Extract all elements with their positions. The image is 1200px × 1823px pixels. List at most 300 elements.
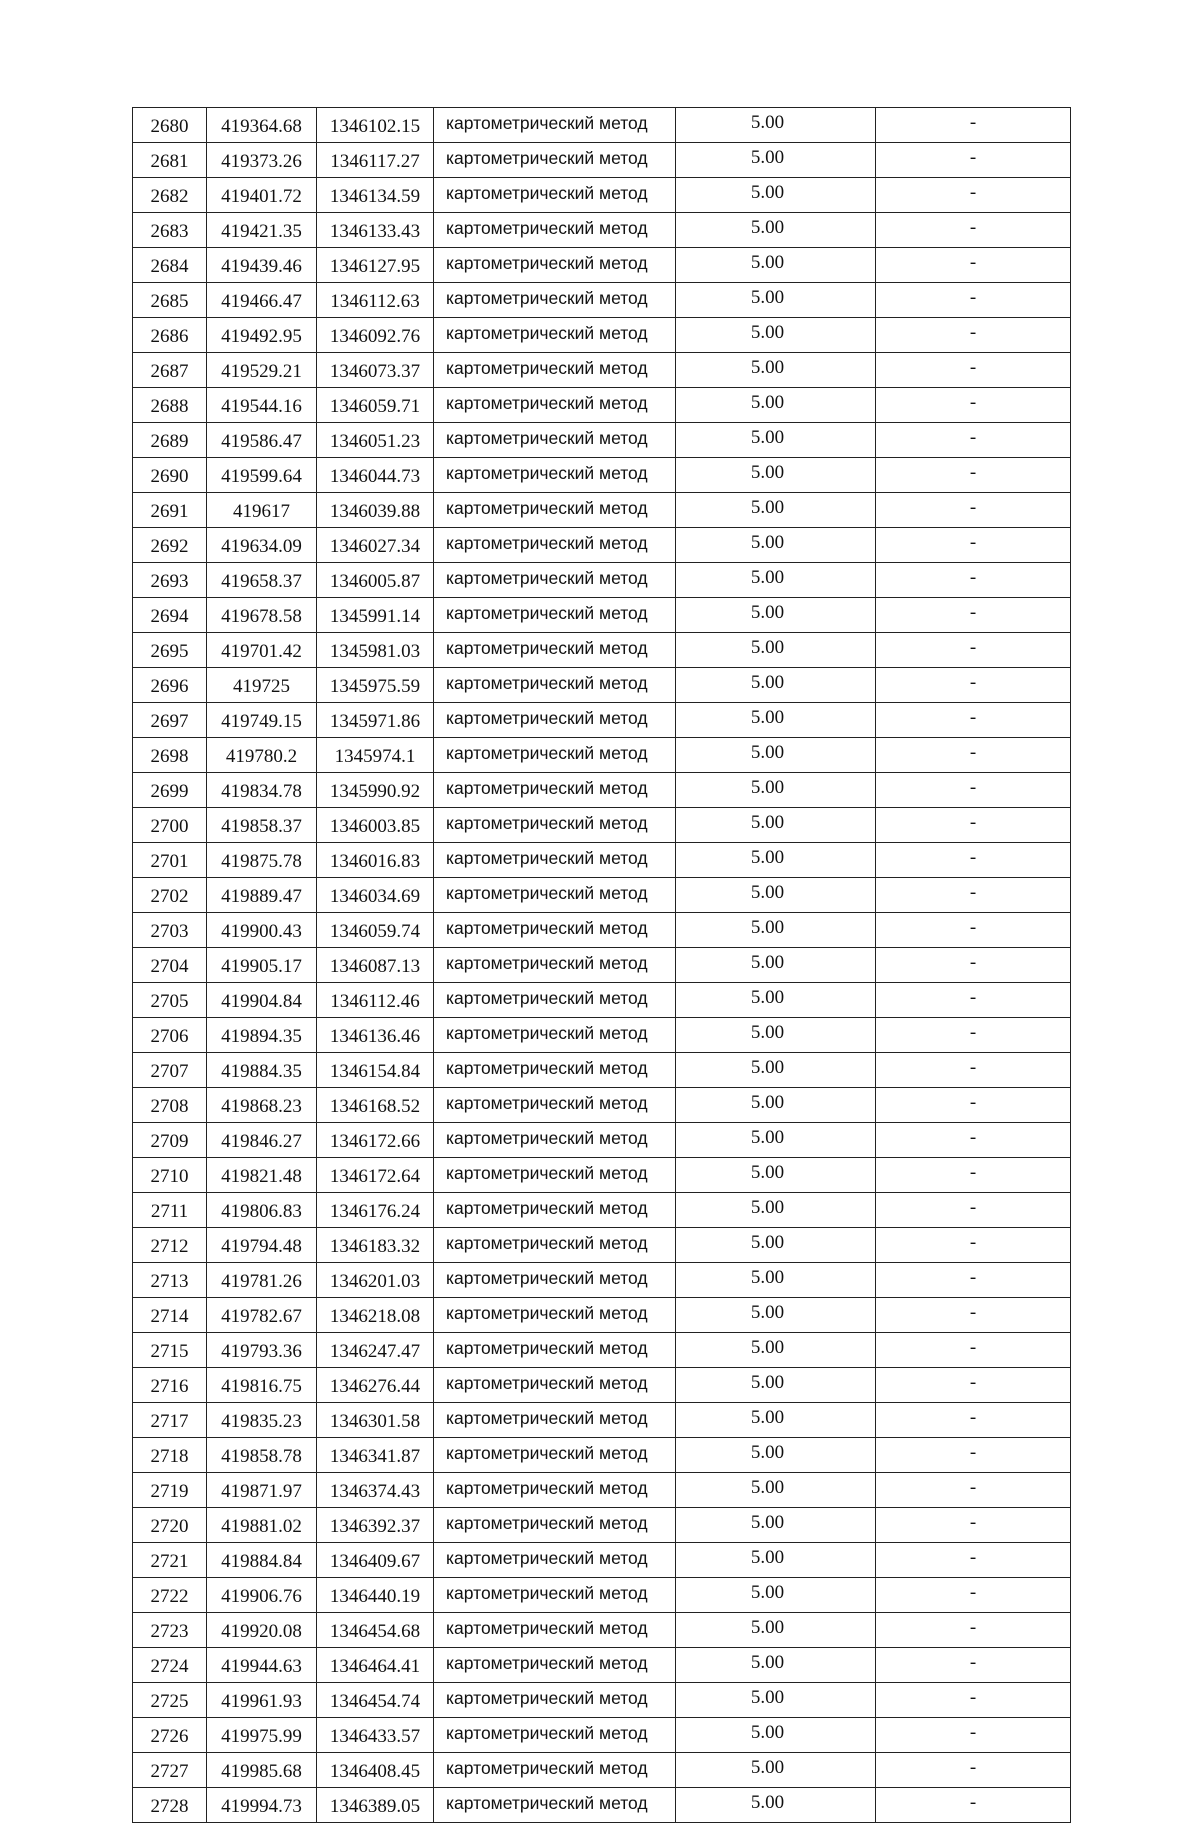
y-coordinate-cell: 1345971.86: [317, 703, 434, 738]
table-row: [133, 948, 1071, 983]
accuracy-cell: 5.00: [676, 1263, 876, 1298]
note-cell: -: [876, 318, 1071, 353]
accuracy-cell: 5.00: [676, 318, 876, 353]
x-coordinate-cell: 419944.63: [207, 1648, 317, 1683]
method-cell: картометрический метод: [434, 248, 676, 283]
table-row: [133, 1753, 1071, 1788]
point-number-cell: 2711: [133, 1193, 207, 1228]
point-number-cell: 2707: [133, 1053, 207, 1088]
note-cell: -: [876, 1123, 1071, 1158]
table-row: [133, 213, 1071, 248]
x-coordinate-cell: 419782.67: [207, 1298, 317, 1333]
note-cell: -: [876, 1753, 1071, 1788]
method-cell: картометрический метод: [434, 1228, 676, 1263]
note-cell: -: [876, 248, 1071, 283]
table-row: [133, 843, 1071, 878]
method-cell: картометрический метод: [434, 773, 676, 808]
point-number-cell: 2727: [133, 1753, 207, 1788]
x-coordinate-cell: 419904.84: [207, 983, 317, 1018]
accuracy-cell: 5.00: [676, 1158, 876, 1193]
method-cell: картометрический метод: [434, 528, 676, 563]
x-coordinate-cell: 419821.48: [207, 1158, 317, 1193]
y-coordinate-cell: 1346408.45: [317, 1753, 434, 1788]
table-row: [133, 598, 1071, 633]
point-number-cell: 2688: [133, 388, 207, 423]
x-coordinate-cell: 419634.09: [207, 528, 317, 563]
method-cell: картометрический метод: [434, 178, 676, 213]
accuracy-cell: 5.00: [676, 1753, 876, 1788]
method-cell: картометрический метод: [434, 143, 676, 178]
x-coordinate-cell: 419871.97: [207, 1473, 317, 1508]
y-coordinate-cell: 1346183.32: [317, 1228, 434, 1263]
point-number-cell: 2696: [133, 668, 207, 703]
accuracy-cell: 5.00: [676, 248, 876, 283]
y-coordinate-cell: 1345975.59: [317, 668, 434, 703]
y-coordinate-cell: 1346102.15: [317, 108, 434, 143]
y-coordinate-cell: 1346016.83: [317, 843, 434, 878]
method-cell: картометрический метод: [434, 493, 676, 528]
table-row: [133, 1158, 1071, 1193]
point-number-cell: 2718: [133, 1438, 207, 1473]
table-row: [133, 1613, 1071, 1648]
x-coordinate-cell: 419985.68: [207, 1753, 317, 1788]
table-row: [133, 633, 1071, 668]
method-cell: картометрический метод: [434, 1158, 676, 1193]
accuracy-cell: 5.00: [676, 458, 876, 493]
point-number-cell: 2680: [133, 108, 207, 143]
accuracy-cell: 5.00: [676, 1613, 876, 1648]
point-number-cell: 2725: [133, 1683, 207, 1718]
y-coordinate-cell: 1345990.92: [317, 773, 434, 808]
y-coordinate-cell: 1346005.87: [317, 563, 434, 598]
x-coordinate-cell: 419884.84: [207, 1543, 317, 1578]
method-cell: картометрический метод: [434, 1753, 676, 1788]
table-row: [133, 318, 1071, 353]
note-cell: -: [876, 1578, 1071, 1613]
accuracy-cell: 5.00: [676, 388, 876, 423]
point-number-cell: 2719: [133, 1473, 207, 1508]
y-coordinate-cell: 1346136.46: [317, 1018, 434, 1053]
point-number-cell: 2686: [133, 318, 207, 353]
note-cell: -: [876, 983, 1071, 1018]
y-coordinate-cell: 1346133.43: [317, 213, 434, 248]
note-cell: -: [876, 178, 1071, 213]
accuracy-cell: 5.00: [676, 1123, 876, 1158]
method-cell: картометрический метод: [434, 1508, 676, 1543]
accuracy-cell: 5.00: [676, 1788, 876, 1823]
y-coordinate-cell: 1346374.43: [317, 1473, 434, 1508]
method-cell: картометрический метод: [434, 668, 676, 703]
point-number-cell: 2689: [133, 423, 207, 458]
table-row: [133, 1228, 1071, 1263]
table-row: [133, 668, 1071, 703]
point-number-cell: 2698: [133, 738, 207, 773]
x-coordinate-cell: 419780.2: [207, 738, 317, 773]
x-coordinate-cell: 419846.27: [207, 1123, 317, 1158]
note-cell: -: [876, 843, 1071, 878]
accuracy-cell: 5.00: [676, 843, 876, 878]
method-cell: картометрический метод: [434, 738, 676, 773]
accuracy-cell: 5.00: [676, 283, 876, 318]
method-cell: картометрический метод: [434, 1088, 676, 1123]
x-coordinate-cell: 419868.23: [207, 1088, 317, 1123]
note-cell: -: [876, 773, 1071, 808]
x-coordinate-cell: 419961.93: [207, 1683, 317, 1718]
y-coordinate-cell: 1346034.69: [317, 878, 434, 913]
y-coordinate-cell: 1346039.88: [317, 493, 434, 528]
y-coordinate-cell: 1346073.37: [317, 353, 434, 388]
method-cell: картометрический метод: [434, 703, 676, 738]
note-cell: -: [876, 913, 1071, 948]
note-cell: -: [876, 108, 1071, 143]
point-number-cell: 2691: [133, 493, 207, 528]
y-coordinate-cell: 1346392.37: [317, 1508, 434, 1543]
method-cell: картометрический метод: [434, 1053, 676, 1088]
point-number-cell: 2713: [133, 1263, 207, 1298]
x-coordinate-cell: 419794.48: [207, 1228, 317, 1263]
point-number-cell: 2726: [133, 1718, 207, 1753]
accuracy-cell: 5.00: [676, 913, 876, 948]
note-cell: -: [876, 1333, 1071, 1368]
note-cell: -: [876, 1543, 1071, 1578]
method-cell: картометрический метод: [434, 843, 676, 878]
point-number-cell: 2708: [133, 1088, 207, 1123]
x-coordinate-cell: 419884.35: [207, 1053, 317, 1088]
table-row: [133, 1543, 1071, 1578]
table-row: [133, 1438, 1071, 1473]
point-number-cell: 2722: [133, 1578, 207, 1613]
point-number-cell: 2728: [133, 1788, 207, 1823]
point-number-cell: 2687: [133, 353, 207, 388]
point-number-cell: 2682: [133, 178, 207, 213]
note-cell: -: [876, 668, 1071, 703]
table-row: [133, 1123, 1071, 1158]
accuracy-cell: 5.00: [676, 1228, 876, 1263]
method-cell: картометрический метод: [434, 1263, 676, 1298]
x-coordinate-cell: 419793.36: [207, 1333, 317, 1368]
point-number-cell: 2709: [133, 1123, 207, 1158]
note-cell: -: [876, 528, 1071, 563]
point-number-cell: 2715: [133, 1333, 207, 1368]
y-coordinate-cell: 1346003.85: [317, 808, 434, 843]
x-coordinate-cell: 419492.95: [207, 318, 317, 353]
accuracy-cell: 5.00: [676, 1578, 876, 1613]
note-cell: -: [876, 1158, 1071, 1193]
accuracy-cell: 5.00: [676, 703, 876, 738]
method-cell: картометрический метод: [434, 808, 676, 843]
note-cell: -: [876, 1263, 1071, 1298]
y-coordinate-cell: 1345974.1: [317, 738, 434, 773]
accuracy-cell: 5.00: [676, 1193, 876, 1228]
x-coordinate-cell: 419834.78: [207, 773, 317, 808]
point-number-cell: 2699: [133, 773, 207, 808]
y-coordinate-cell: 1346389.05: [317, 1788, 434, 1823]
coordinates-table-body: [133, 108, 1071, 1823]
accuracy-cell: 5.00: [676, 108, 876, 143]
accuracy-cell: 5.00: [676, 353, 876, 388]
method-cell: картометрический метод: [434, 1123, 676, 1158]
accuracy-cell: 5.00: [676, 1508, 876, 1543]
note-cell: -: [876, 1403, 1071, 1438]
accuracy-cell: 5.00: [676, 808, 876, 843]
point-number-cell: 2706: [133, 1018, 207, 1053]
method-cell: картометрический метод: [434, 318, 676, 353]
note-cell: -: [876, 388, 1071, 423]
point-number-cell: 2695: [133, 633, 207, 668]
x-coordinate-cell: 419658.37: [207, 563, 317, 598]
x-coordinate-cell: 419900.43: [207, 913, 317, 948]
point-number-cell: 2685: [133, 283, 207, 318]
table-row: [133, 1648, 1071, 1683]
method-cell: картометрический метод: [434, 1473, 676, 1508]
point-number-cell: 2701: [133, 843, 207, 878]
x-coordinate-cell: 419599.64: [207, 458, 317, 493]
note-cell: -: [876, 878, 1071, 913]
note-cell: -: [876, 423, 1071, 458]
x-coordinate-cell: 419617: [207, 493, 317, 528]
y-coordinate-cell: 1346027.34: [317, 528, 434, 563]
note-cell: -: [876, 1683, 1071, 1718]
method-cell: картометрический метод: [434, 1683, 676, 1718]
accuracy-cell: 5.00: [676, 598, 876, 633]
accuracy-cell: 5.00: [676, 878, 876, 913]
note-cell: -: [876, 1438, 1071, 1473]
point-number-cell: 2704: [133, 948, 207, 983]
point-number-cell: 2690: [133, 458, 207, 493]
accuracy-cell: 5.00: [676, 493, 876, 528]
table-row: [133, 178, 1071, 213]
note-cell: -: [876, 1508, 1071, 1543]
x-coordinate-cell: 419586.47: [207, 423, 317, 458]
y-coordinate-cell: 1346051.23: [317, 423, 434, 458]
y-coordinate-cell: 1346176.24: [317, 1193, 434, 1228]
y-coordinate-cell: 1346092.76: [317, 318, 434, 353]
method-cell: картометрический метод: [434, 598, 676, 633]
accuracy-cell: 5.00: [676, 1543, 876, 1578]
coordinates-table: [132, 107, 1071, 1823]
table-row: [133, 808, 1071, 843]
point-number-cell: 2683: [133, 213, 207, 248]
accuracy-cell: 5.00: [676, 1438, 876, 1473]
table-row: [133, 1088, 1071, 1123]
method-cell: картометрический метод: [434, 388, 676, 423]
x-coordinate-cell: 419920.08: [207, 1613, 317, 1648]
y-coordinate-cell: 1346218.08: [317, 1298, 434, 1333]
note-cell: -: [876, 738, 1071, 773]
method-cell: картометрический метод: [434, 213, 676, 248]
method-cell: картометрический метод: [434, 1298, 676, 1333]
point-number-cell: 2710: [133, 1158, 207, 1193]
note-cell: -: [876, 703, 1071, 738]
method-cell: картометрический метод: [434, 1438, 676, 1473]
table-row: [133, 773, 1071, 808]
accuracy-cell: 5.00: [676, 773, 876, 808]
x-coordinate-cell: 419881.02: [207, 1508, 317, 1543]
accuracy-cell: 5.00: [676, 633, 876, 668]
table-row: [133, 528, 1071, 563]
point-number-cell: 2717: [133, 1403, 207, 1438]
point-number-cell: 2692: [133, 528, 207, 563]
note-cell: -: [876, 1193, 1071, 1228]
note-cell: -: [876, 1718, 1071, 1753]
point-number-cell: 2703: [133, 913, 207, 948]
point-number-cell: 2723: [133, 1613, 207, 1648]
table-row: [133, 738, 1071, 773]
accuracy-cell: 5.00: [676, 1088, 876, 1123]
y-coordinate-cell: 1346059.71: [317, 388, 434, 423]
x-coordinate-cell: 419421.35: [207, 213, 317, 248]
note-cell: -: [876, 1368, 1071, 1403]
x-coordinate-cell: 419889.47: [207, 878, 317, 913]
table-row: [133, 1508, 1071, 1543]
accuracy-cell: 5.00: [676, 528, 876, 563]
y-coordinate-cell: 1346112.63: [317, 283, 434, 318]
method-cell: картометрический метод: [434, 1788, 676, 1823]
note-cell: -: [876, 1298, 1071, 1333]
method-cell: картометрический метод: [434, 458, 676, 493]
method-cell: картометрический метод: [434, 948, 676, 983]
note-cell: -: [876, 633, 1071, 668]
point-number-cell: 2705: [133, 983, 207, 1018]
method-cell: картометрический метод: [434, 283, 676, 318]
accuracy-cell: 5.00: [676, 423, 876, 458]
y-coordinate-cell: 1346134.59: [317, 178, 434, 213]
note-cell: -: [876, 1788, 1071, 1823]
method-cell: картометрический метод: [434, 1018, 676, 1053]
method-cell: картометрический метод: [434, 913, 676, 948]
method-cell: картометрический метод: [434, 1718, 676, 1753]
note-cell: -: [876, 1473, 1071, 1508]
accuracy-cell: 5.00: [676, 1473, 876, 1508]
y-coordinate-cell: 1346112.46: [317, 983, 434, 1018]
table-row: [133, 423, 1071, 458]
x-coordinate-cell: 419858.37: [207, 808, 317, 843]
table-row: [133, 1053, 1071, 1088]
table-row: [133, 1718, 1071, 1753]
table-row: [133, 143, 1071, 178]
x-coordinate-cell: 419781.26: [207, 1263, 317, 1298]
x-coordinate-cell: 419906.76: [207, 1578, 317, 1613]
note-cell: -: [876, 1088, 1071, 1123]
table-row: [133, 1683, 1071, 1718]
x-coordinate-cell: 419466.47: [207, 283, 317, 318]
table-row: [133, 1403, 1071, 1438]
table-row: [133, 458, 1071, 493]
y-coordinate-cell: 1346087.13: [317, 948, 434, 983]
y-coordinate-cell: 1346201.03: [317, 1263, 434, 1298]
table-row: [133, 353, 1071, 388]
x-coordinate-cell: 419975.99: [207, 1718, 317, 1753]
method-cell: картометрический метод: [434, 1403, 676, 1438]
note-cell: -: [876, 1018, 1071, 1053]
accuracy-cell: 5.00: [676, 1683, 876, 1718]
point-number-cell: 2716: [133, 1368, 207, 1403]
y-coordinate-cell: 1346117.27: [317, 143, 434, 178]
y-coordinate-cell: 1346168.52: [317, 1088, 434, 1123]
table-row: [133, 283, 1071, 318]
y-coordinate-cell: 1345981.03: [317, 633, 434, 668]
x-coordinate-cell: 419725: [207, 668, 317, 703]
method-cell: картометрический метод: [434, 1578, 676, 1613]
x-coordinate-cell: 419678.58: [207, 598, 317, 633]
y-coordinate-cell: 1346454.68: [317, 1613, 434, 1648]
note-cell: -: [876, 143, 1071, 178]
y-coordinate-cell: 1346301.58: [317, 1403, 434, 1438]
x-coordinate-cell: 419529.21: [207, 353, 317, 388]
point-number-cell: 2702: [133, 878, 207, 913]
method-cell: картометрический метод: [434, 108, 676, 143]
note-cell: -: [876, 1053, 1071, 1088]
table-row: [133, 983, 1071, 1018]
method-cell: картометрический метод: [434, 878, 676, 913]
y-coordinate-cell: 1346172.64: [317, 1158, 434, 1193]
table-row: [133, 1788, 1071, 1823]
y-coordinate-cell: 1346440.19: [317, 1578, 434, 1613]
method-cell: картометрический метод: [434, 1613, 676, 1648]
method-cell: картометрический метод: [434, 1648, 676, 1683]
x-coordinate-cell: 419994.73: [207, 1788, 317, 1823]
table-row: [133, 108, 1071, 143]
accuracy-cell: 5.00: [676, 948, 876, 983]
method-cell: картометрический метод: [434, 1368, 676, 1403]
table-row: [133, 878, 1071, 913]
point-number-cell: 2724: [133, 1648, 207, 1683]
note-cell: -: [876, 1648, 1071, 1683]
y-coordinate-cell: 1346454.74: [317, 1683, 434, 1718]
x-coordinate-cell: 419749.15: [207, 703, 317, 738]
method-cell: картометрический метод: [434, 1333, 676, 1368]
note-cell: -: [876, 1228, 1071, 1263]
method-cell: картометрический метод: [434, 1193, 676, 1228]
point-number-cell: 2714: [133, 1298, 207, 1333]
x-coordinate-cell: 419364.68: [207, 108, 317, 143]
y-coordinate-cell: 1346127.95: [317, 248, 434, 283]
method-cell: картометрический метод: [434, 633, 676, 668]
accuracy-cell: 5.00: [676, 1403, 876, 1438]
table-row: [133, 1298, 1071, 1333]
x-coordinate-cell: 419806.83: [207, 1193, 317, 1228]
y-coordinate-cell: 1346172.66: [317, 1123, 434, 1158]
y-coordinate-cell: 1346276.44: [317, 1368, 434, 1403]
x-coordinate-cell: 419439.46: [207, 248, 317, 283]
note-cell: -: [876, 493, 1071, 528]
accuracy-cell: 5.00: [676, 1648, 876, 1683]
method-cell: картометрический метод: [434, 1543, 676, 1578]
accuracy-cell: 5.00: [676, 738, 876, 773]
x-coordinate-cell: 419894.35: [207, 1018, 317, 1053]
table-row: [133, 1473, 1071, 1508]
table-row: [133, 1333, 1071, 1368]
point-number-cell: 2681: [133, 143, 207, 178]
x-coordinate-cell: 419544.16: [207, 388, 317, 423]
point-number-cell: 2700: [133, 808, 207, 843]
y-coordinate-cell: 1346341.87: [317, 1438, 434, 1473]
note-cell: -: [876, 353, 1071, 388]
x-coordinate-cell: 419401.72: [207, 178, 317, 213]
table-row: [133, 248, 1071, 283]
x-coordinate-cell: 419905.17: [207, 948, 317, 983]
table-row: [133, 388, 1071, 423]
accuracy-cell: 5.00: [676, 1018, 876, 1053]
x-coordinate-cell: 419373.26: [207, 143, 317, 178]
note-cell: -: [876, 563, 1071, 598]
point-number-cell: 2721: [133, 1543, 207, 1578]
method-cell: картометрический метод: [434, 353, 676, 388]
accuracy-cell: 5.00: [676, 1298, 876, 1333]
method-cell: картометрический метод: [434, 563, 676, 598]
y-coordinate-cell: 1346044.73: [317, 458, 434, 493]
y-coordinate-cell: 1346464.41: [317, 1648, 434, 1683]
